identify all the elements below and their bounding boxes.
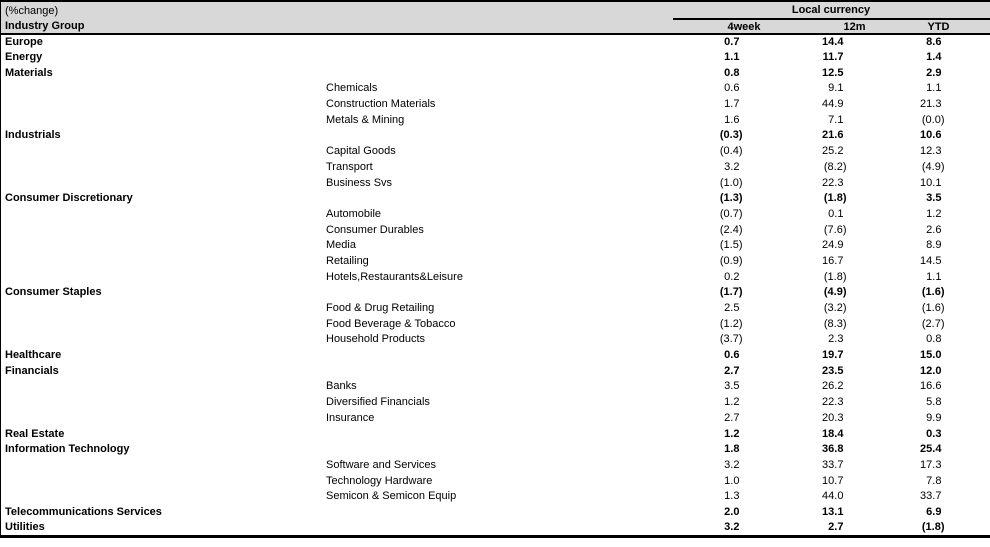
value-12m: (1.8) <box>823 270 847 283</box>
industry-label: Transport <box>326 160 373 173</box>
value-ytd: (1.6) <box>921 286 945 299</box>
value-12m: (3.2) <box>823 302 847 315</box>
table-row <box>1 207 990 223</box>
value-4week: 1.0 <box>724 474 743 487</box>
industry-label: Europe <box>5 35 43 48</box>
industry-label: Technology Hardware <box>326 474 433 487</box>
industry-label: Banks <box>326 380 357 393</box>
value-ytd: 16.6 <box>920 380 945 393</box>
value-ytd: (1.6) <box>921 302 945 315</box>
industry-label: Information Technology <box>5 443 130 456</box>
value-12m: 44.0 <box>822 490 847 503</box>
value-12m: 44.9 <box>822 98 847 111</box>
industry-label: Industrials <box>5 129 61 142</box>
industry-label: Consumer Staples <box>5 286 102 299</box>
table-row <box>1 395 990 411</box>
value-12m: 2.3 <box>828 333 847 346</box>
table-row <box>1 238 990 254</box>
value-4week: 0.7 <box>724 35 743 48</box>
industry-label: Real Estate <box>5 427 65 440</box>
industry-group-header: Industry Group <box>1 19 673 34</box>
value-ytd: 17.3 <box>920 458 945 471</box>
value-ytd: 25.4 <box>920 443 945 456</box>
value-12m: 10.7 <box>822 474 847 487</box>
value-12m: 18.4 <box>822 427 847 440</box>
value-12m: 14.4 <box>822 35 847 48</box>
value-ytd: 12.0 <box>920 364 945 377</box>
value-ytd: 10.6 <box>920 129 945 142</box>
value-12m: (4.9) <box>823 286 847 299</box>
industry-label: Consumer Durables <box>326 223 424 236</box>
industry-label: Healthcare <box>5 349 62 362</box>
value-4week: 1.7 <box>724 98 743 111</box>
value-4week: 2.7 <box>724 364 743 377</box>
value-12m: 7.1 <box>828 113 847 126</box>
value-4week: 2.7 <box>724 411 743 424</box>
value-12m: 33.7 <box>822 458 847 471</box>
value-ytd: 33.7 <box>920 490 945 503</box>
industry-label: Utilities <box>5 520 45 533</box>
value-4week: 1.6 <box>724 113 743 126</box>
industry-label: Metals & Mining <box>326 113 405 126</box>
table-row <box>1 191 990 207</box>
value-12m: 36.8 <box>822 443 847 456</box>
industry-label: Business Svs <box>326 176 393 189</box>
table-row <box>1 348 990 364</box>
value-ytd: 15.0 <box>920 349 945 362</box>
value-12m: 11.7 <box>822 51 847 64</box>
value-ytd: (1.8) <box>921 520 945 533</box>
value-12m: 0.1 <box>828 207 847 220</box>
value-12m: 12.5 <box>822 66 847 79</box>
industry-label: Household Products <box>326 333 426 346</box>
table-row <box>1 411 990 427</box>
value-12m: 26.2 <box>822 380 847 393</box>
value-ytd: 1.1 <box>926 82 945 95</box>
header-row-columns <box>1 19 990 34</box>
table-row <box>1 112 990 128</box>
local-currency-header: Local currency <box>673 1 990 19</box>
value-ytd: 1.4 <box>926 51 945 64</box>
table-row <box>1 222 990 238</box>
table-row <box>1 379 990 395</box>
value-12m: 22.3 <box>822 396 847 409</box>
value-4week: 1.2 <box>724 427 743 440</box>
value-4week: 0.2 <box>724 270 743 283</box>
industry-label: Software and Services <box>326 458 437 471</box>
industry-label: Insurance <box>326 411 375 424</box>
value-12m: 22.3 <box>822 176 847 189</box>
table-row <box>1 426 990 442</box>
column-header-12m: 12m <box>777 19 881 34</box>
table-row <box>1 65 990 81</box>
value-4week: 3.5 <box>724 380 743 393</box>
value-4week: (3.7) <box>719 333 743 346</box>
value-ytd: 0.8 <box>926 333 945 346</box>
value-ytd: 3.5 <box>926 192 945 205</box>
value-4week: 1.2 <box>724 396 743 409</box>
value-12m: 19.7 <box>822 349 847 362</box>
value-4week: (0.7) <box>719 207 743 220</box>
value-ytd: 12.3 <box>920 145 945 158</box>
industry-label: Hotels,Restaurants&Leisure <box>326 270 463 283</box>
value-4week: 3.2 <box>724 458 743 471</box>
value-4week: (0.4) <box>719 145 743 158</box>
table-row <box>1 34 990 50</box>
value-12m: 2.7 <box>828 520 847 533</box>
value-12m: 13.1 <box>822 505 847 518</box>
value-12m: 24.9 <box>822 239 847 252</box>
value-4week: (1.0) <box>719 176 743 189</box>
industry-label: Retailing <box>326 254 369 267</box>
value-12m: (8.3) <box>823 317 847 330</box>
table-row <box>1 520 990 536</box>
value-4week: (1.2) <box>719 317 743 330</box>
value-4week: (1.5) <box>719 239 743 252</box>
value-12m: 21.6 <box>822 129 847 142</box>
value-ytd: 8.6 <box>926 35 945 48</box>
industry-label: Telecommunications Services <box>5 505 162 518</box>
value-12m: (1.8) <box>823 192 847 205</box>
value-4week: 0.6 <box>724 349 743 362</box>
value-12m: (8.2) <box>823 160 847 173</box>
table-row <box>1 473 990 489</box>
industry-label: Chemicals <box>326 82 378 95</box>
header-row-top <box>1 1 990 19</box>
value-ytd: (4.9) <box>921 160 945 173</box>
value-ytd: 0.3 <box>926 427 945 440</box>
value-4week: 2.5 <box>724 302 743 315</box>
value-4week: 1.1 <box>724 51 743 64</box>
value-ytd: 10.1 <box>920 176 945 189</box>
value-4week: 3.2 <box>724 160 743 173</box>
value-ytd: 1.2 <box>926 207 945 220</box>
value-ytd: 2.9 <box>926 66 945 79</box>
value-4week: (0.3) <box>719 129 743 142</box>
value-ytd: 2.6 <box>926 223 945 236</box>
value-ytd: 14.5 <box>920 254 945 267</box>
value-ytd: 8.9 <box>926 239 945 252</box>
value-4week: (1.7) <box>719 286 743 299</box>
value-ytd: 1.1 <box>926 270 945 283</box>
industry-label: Semicon & Semicon Equip <box>326 490 457 503</box>
table-row <box>1 316 990 332</box>
value-12m: 9.1 <box>828 82 847 95</box>
table-row <box>1 175 990 191</box>
column-header-4week: 4week <box>673 19 777 34</box>
value-ytd: (0.0) <box>921 113 945 126</box>
value-12m: (7.6) <box>823 223 847 236</box>
value-12m: 20.3 <box>822 411 847 424</box>
table-row <box>1 50 990 66</box>
value-12m: 16.7 <box>822 254 847 267</box>
value-ytd: 5.8 <box>926 396 945 409</box>
industry-label: Automobile <box>326 207 382 220</box>
value-4week: (1.3) <box>719 192 743 205</box>
value-ytd: 21.3 <box>920 98 945 111</box>
table-row <box>1 97 990 113</box>
industry-label: Financials <box>5 364 59 377</box>
table-row <box>1 458 990 474</box>
table-row <box>1 269 990 285</box>
value-4week: 1.3 <box>724 490 743 503</box>
column-header-ytd: YTD <box>881 19 990 34</box>
table-row <box>1 301 990 317</box>
table-row <box>1 160 990 176</box>
value-ytd: 9.9 <box>926 411 945 424</box>
percent-change-label: (%change) <box>1 1 673 19</box>
table-header <box>1 1 990 34</box>
value-4week: (2.4) <box>719 223 743 236</box>
value-ytd: 7.8 <box>926 474 945 487</box>
table-row <box>1 254 990 270</box>
table-row <box>1 442 990 458</box>
table-row <box>1 505 990 521</box>
value-4week: 3.2 <box>724 520 743 533</box>
value-4week: 0.6 <box>724 82 743 95</box>
value-4week: (0.9) <box>719 254 743 267</box>
industry-label: Food Beverage & Tobacco <box>326 317 456 330</box>
value-12m: 25.2 <box>822 145 847 158</box>
value-ytd: (2.7) <box>921 317 945 330</box>
table-row <box>1 363 990 379</box>
industry-label: Food & Drug Retailing <box>326 302 435 315</box>
table-row <box>1 489 990 505</box>
table-body <box>1 34 990 536</box>
industry-label: Media <box>326 239 356 252</box>
industry-label: Energy <box>5 51 43 64</box>
industry-label: Consumer Discretionary <box>5 192 133 205</box>
industry-label: Construction Materials <box>326 98 436 111</box>
table-row <box>1 128 990 144</box>
industry-label: Diversified Financials <box>326 396 430 409</box>
value-ytd: 6.9 <box>926 505 945 518</box>
table-row <box>1 285 990 301</box>
table-row <box>1 332 990 348</box>
value-4week: 1.8 <box>724 443 743 456</box>
industry-label: Capital Goods <box>326 145 396 158</box>
value-4week: 2.0 <box>724 505 743 518</box>
industry-label: Materials <box>5 66 53 79</box>
table-row <box>1 144 990 160</box>
table-row <box>1 81 990 97</box>
value-4week: 0.8 <box>724 66 743 79</box>
value-12m: 23.5 <box>822 364 847 377</box>
